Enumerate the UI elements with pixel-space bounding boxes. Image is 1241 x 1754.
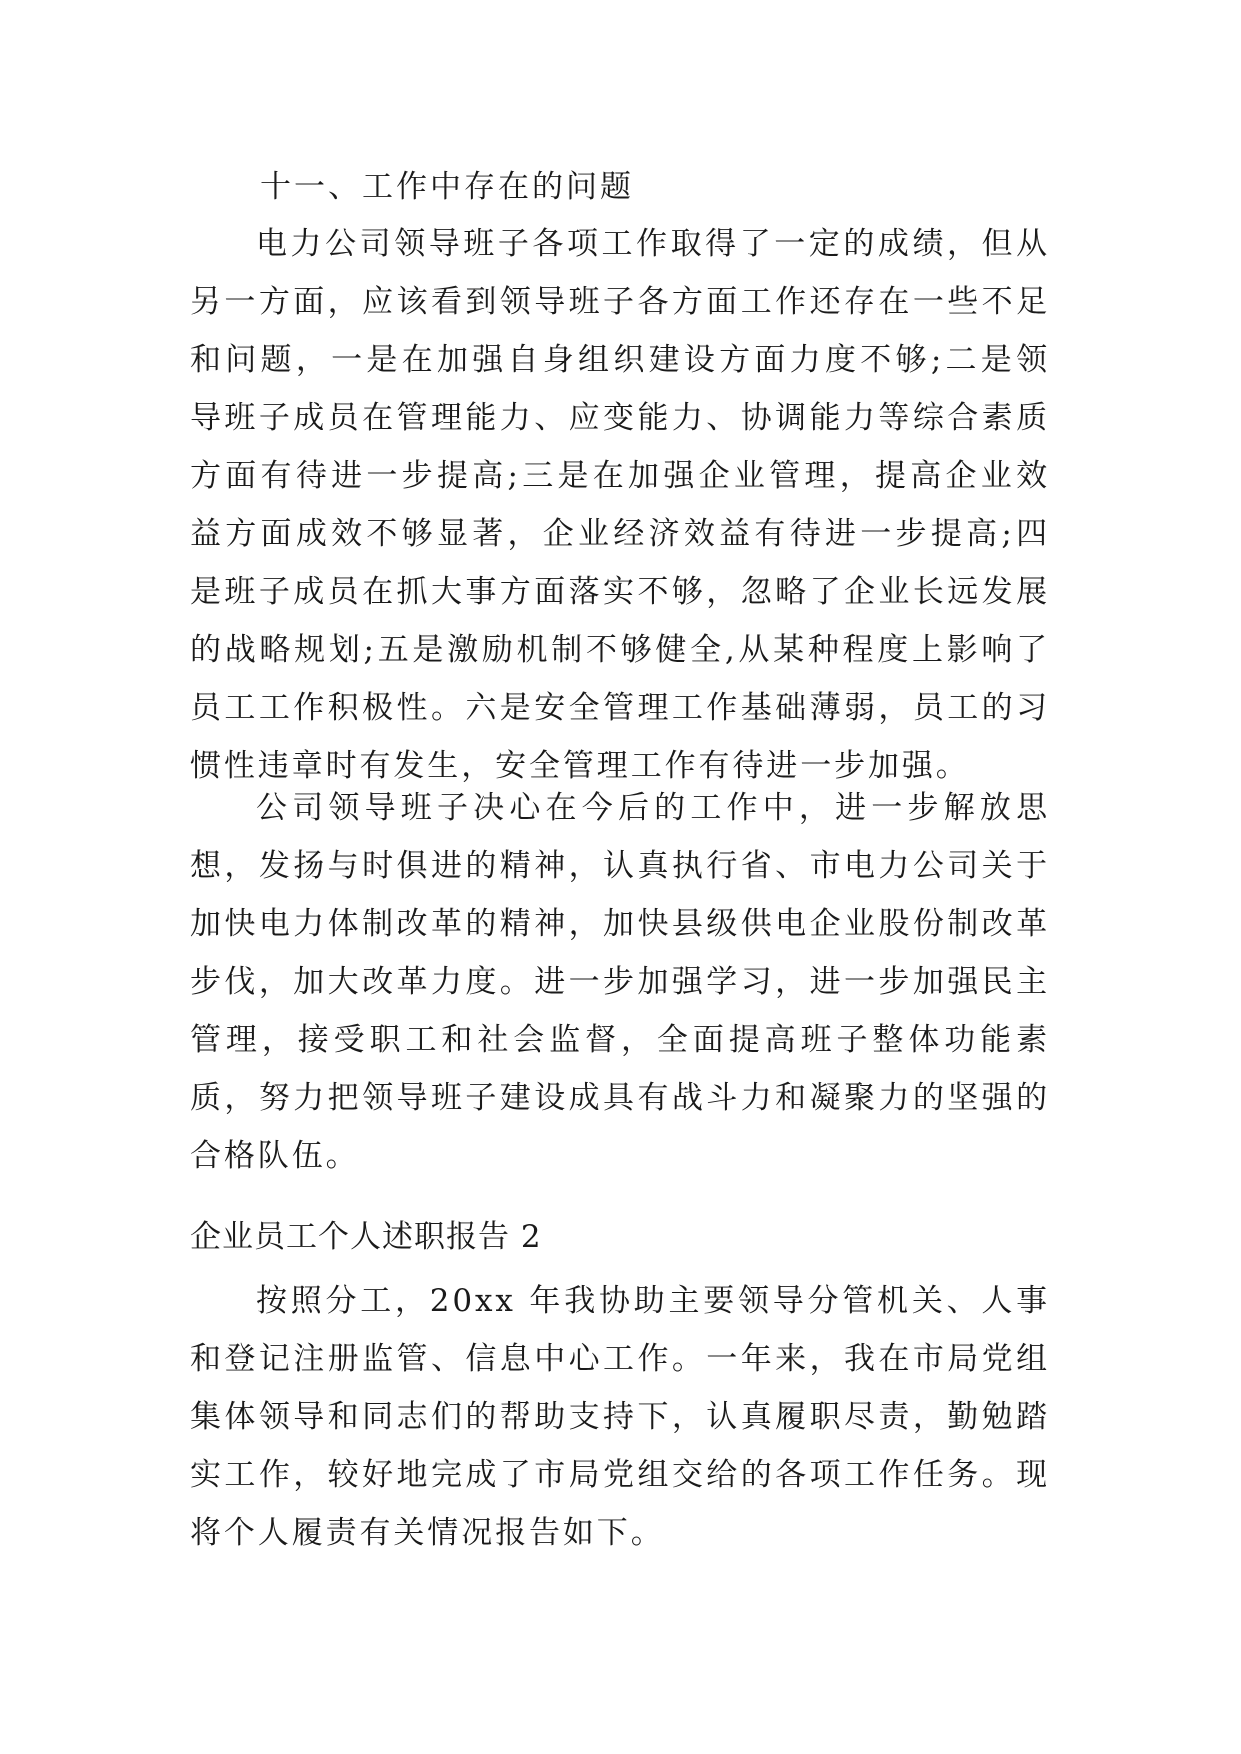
- section-heading: 十一、工作中存在的问题: [260, 169, 634, 205]
- report-title: 企业员工个人述职报告 2: [190, 1219, 542, 1255]
- paragraph-problems: 电力公司领导班子各项工作取得了一定的成绩，但从另一方面，应该看到领导班子各方面工作还存在一些不足和问题，一是在加强自身组织建设方面力度不够;二是领导班子成员在管理能力、应变能力、协调能力等综合素质方面有待进一步提高;三是在加强企业管理，提高企业效益方面成效不够显著，企业经济效益有待进一步提高;四是班子成员在抓大事方面落实不够，忽略了企业长远发展的战略规划;五是激励机制不够健全,从某种程度上影响了员工工作积极性。六是安全管理工作基础薄弱，员工的习惯性违章时有发生，安全管理工作有待进一步加强。: [190, 226, 1050, 784]
- paragraph-report-intro: 按照分工，20xx 年我协助主要领导分管机关、人事和登记注册监管、信息中心工作。一年来，我在市局党组集体领导和同志们的帮助支持下，认真履职尽责，勤勉踏实工作，较好地完成了市局党组交给的各项工作任务。现将个人履责有关情况报告如下。: [190, 1283, 1050, 1551]
- paragraph-resolution: 公司领导班子决心在今后的工作中，进一步解放思想，发扬与时俱进的精神，认真执行省、市电力公司关于加快电力体制改革的精神，加快县级供电企业股份制改革步伐，加大改革力度。进一步加强学习，进一步加强民主管理，接受职工和社会监督，全面提高班子整体功能素质，努力把领导班子建设成具有战斗力和凝聚力的坚强的合格队伍。: [190, 790, 1050, 1174]
